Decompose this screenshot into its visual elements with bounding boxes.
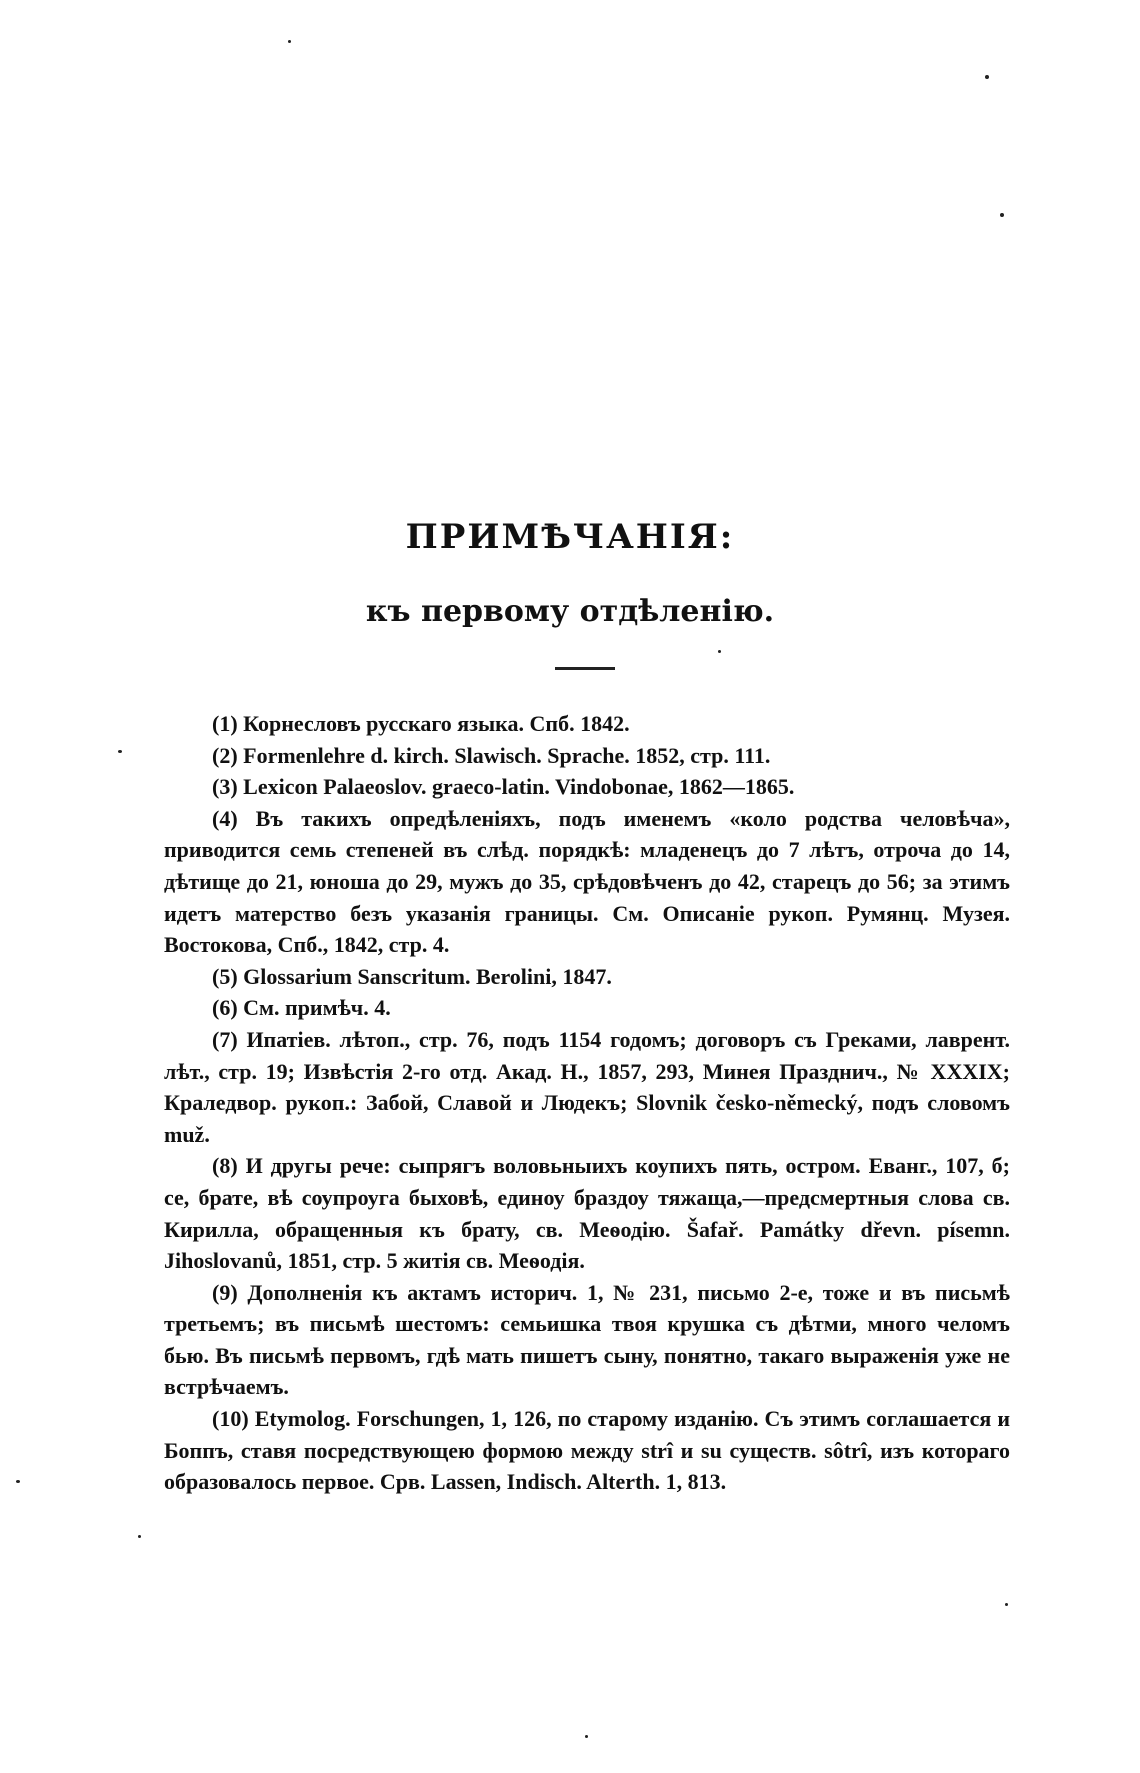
scan-speck [288,40,291,43]
scan-speck [138,1535,141,1538]
scan-speck [1005,1603,1008,1606]
page-title: ПРИМѢЧАНІЯ: [405,517,735,557]
note-3: (3) Lexicon Palaeoslov. graeco-latin. Vindobonae, 1862—1865. [212,774,795,800]
scan-speck [985,75,989,79]
scan-speck [118,750,122,753]
note-6: (6) См. примѣч. 4. [212,995,391,1021]
scan-speck [16,1480,20,1483]
note-2: (2) Formenlehre d. kirch. Slawisch. Sprache. 1852, стр. 111. [212,742,771,768]
scan-speck [1000,213,1004,217]
note-5: (5) Glossarium Sanscritum. Berolini, 1847. [212,963,612,989]
notes-list [164,708,1010,1498]
scan-speck [718,650,721,653]
note-1: (1) Корнесловъ русскаго языка. Спб. 1842. [212,711,630,736]
note-4: (4) Въ такихъ опредѣленіяхъ, подъ именемъ «коло родства человѣча», приводится семь степеней въ слѣд. порядкѣ: младенецъ до 7 лѣтъ, отроча до 14, дѣтище до 21, юноша до 29, мужъ до 35, срѣдовѣченъ до 42, старецъ до 56; за этимъ идетъ матерство безъ указанія границы. См. Описаніе рукоп. Румянц. Музея. Востокова, Спб., 1842, стр. 4. [164,805,1010,958]
page-subtitle: къ первому отдѣленію. [365,594,775,629]
divider-rule [555,667,615,670]
note-7: (7) Ипатіев. лѣтоп., стр. 76, подъ 1154 годомъ; договоръ съ Греками, лаврент. лѣт., стр. 19; Извѣстія 2-го отд. Акад. Н., 1857, 293, Минея Празднич., № XXXIX; Краледвор. рукоп.: Забой, Славой и Людекъ; Slovnik česko-německý, подъ словомъ muž. [164,1026,1010,1147]
note-10: (10) Etymolog. Forschungen, 1, 126, по старому изданію. Съ этимъ соглашается и Боппъ, ставя посредствующею формою между strî и su существ. sôtrî, изъ котораго образовалось первое. Срв. Lassen, Indisch. Alterth. 1, 813. [164,1406,1010,1495]
note-8: (8) И другы рече: сыпрягъ воловьныихъ коупихъ пять, остром. Еванг., 107, б; се, брате, вѣ соупроуга быховѣ, единоу браздоу тяжаща,—предсмертныя слова св. Кирилла, обращенныя къ брату, св. Меѳодію. Šafař. Památky dřevn. písemn. Jihoslovanů, 1851, стр. 5 житія св. Меѳодія. [164,1153,1010,1274]
note-9: (9) Дополненія къ актамъ историч. 1, № 231, письмо 2-е, тоже и въ письмѣ третьемъ; въ письмѣ шестомъ: семьишка твоя крушка съ дѣтми, много челомъ бью. Въ письмѣ первомъ, гдѣ мать пишетъ сыну, понятно, такаго выраженія уже не встрѣчаемъ. [164,1279,1010,1400]
scan-speck [585,1735,588,1738]
